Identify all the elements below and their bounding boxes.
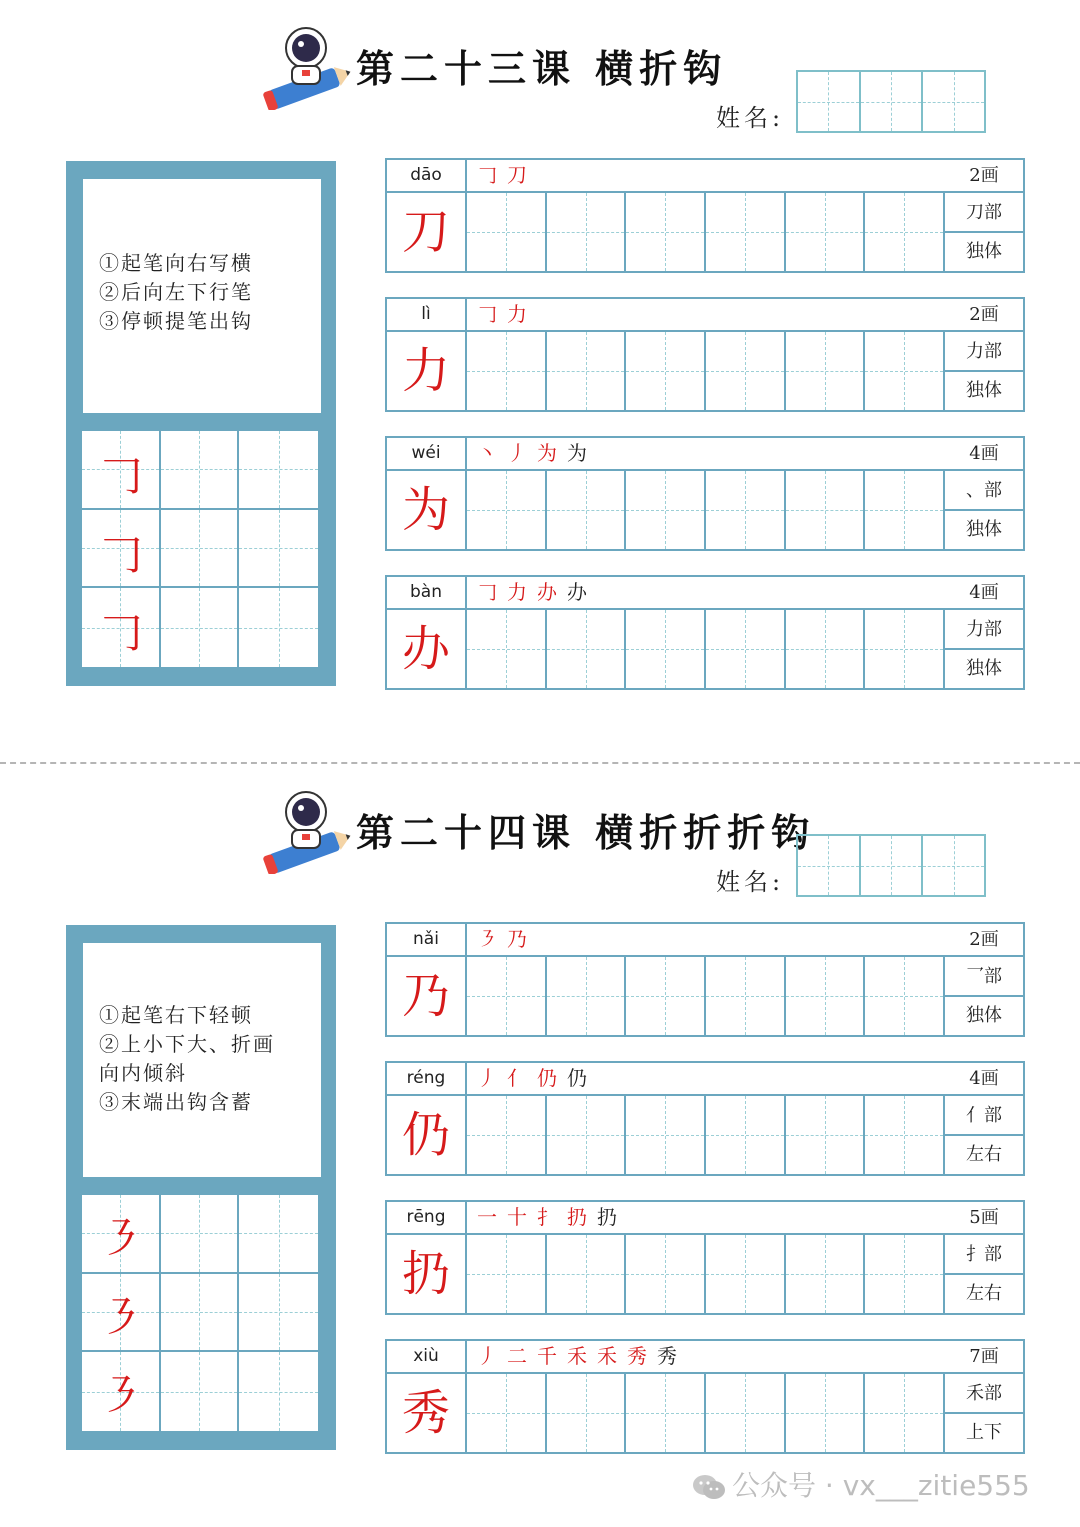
practice-cell[interactable] (82, 588, 161, 667)
astronaut-pencil-icon (256, 20, 356, 110)
stroke-count: 2画 (945, 924, 1023, 957)
pinyin: xiù (387, 1341, 467, 1372)
structure: 独体 (966, 1005, 1002, 1026)
stroke-order-step: 办 (567, 580, 587, 604)
writing-cell[interactable] (547, 193, 627, 271)
model-character: 扔 (387, 1235, 467, 1313)
watermark-text: 公众号 · vx___zitie555 (732, 1469, 1030, 1502)
practice-cell[interactable] (239, 510, 318, 589)
watermark (692, 1464, 1030, 1504)
character-meta (945, 577, 1023, 688)
writing-cells[interactable] (467, 193, 945, 271)
stroke-order (477, 1341, 687, 1372)
practice-cell[interactable] (161, 1195, 240, 1274)
writing-cell[interactable] (706, 1374, 786, 1452)
writing-cell[interactable] (706, 957, 786, 1035)
name-input-boxes[interactable] (796, 834, 986, 897)
stroke-count: 7画 (945, 1341, 1023, 1374)
writing-cells[interactable] (467, 1235, 945, 1313)
structure: 独体 (966, 241, 1002, 262)
practice-cell[interactable] (82, 510, 161, 589)
writing-cell[interactable] (786, 193, 866, 271)
character-info-row (387, 1341, 1023, 1374)
writing-cell[interactable] (626, 193, 706, 271)
writing-cell[interactable] (786, 471, 866, 549)
stroke-order (477, 438, 597, 469)
writing-cell[interactable] (706, 1235, 786, 1313)
pinyin: réng (387, 1063, 467, 1094)
writing-cell[interactable] (786, 332, 866, 410)
stroke-order-step: 为 (567, 441, 587, 465)
stroke-practice-grid[interactable] (80, 1193, 320, 1433)
stroke-order-step: 乃 (507, 927, 527, 951)
practice-cell[interactable] (239, 1274, 318, 1353)
character-info-row (387, 1063, 1023, 1096)
character-meta (945, 160, 1023, 271)
writing-cell[interactable] (626, 610, 706, 688)
stroke-order-step: 力 (507, 580, 527, 604)
stroke-order-step: 𠃌 (477, 302, 497, 326)
name-box[interactable] (861, 72, 924, 131)
stroke-order-step: 丿 (477, 1344, 497, 1368)
writing-cell[interactable] (786, 1374, 866, 1452)
model-character: 仍 (387, 1096, 467, 1174)
writing-cell[interactable] (626, 1374, 706, 1452)
writing-cell[interactable] (467, 1096, 547, 1174)
writing-cell[interactable] (786, 1235, 866, 1313)
tip-line: ①起笔右下轻顿 (99, 1003, 253, 1027)
wechat-icon (692, 1473, 726, 1501)
name-input-boxes[interactable] (796, 70, 986, 133)
stroke-practice-grid[interactable] (80, 429, 320, 669)
stroke-order-step: 秀 (627, 1344, 647, 1368)
stroke-order-step: 力 (507, 302, 527, 326)
writing-cell[interactable] (626, 1235, 706, 1313)
stroke-order-step: 禾 (567, 1344, 587, 1368)
stroke-order-step: 扌 (537, 1205, 557, 1229)
practice-cell[interactable] (239, 431, 318, 510)
writing-cell[interactable] (865, 1374, 945, 1452)
structure: 独体 (966, 519, 1002, 540)
pinyin: lì (387, 299, 467, 330)
stroke-order-step: 一 (477, 1205, 497, 1229)
lesson-23 (0, 0, 1080, 700)
structure: 左右 (966, 1144, 1002, 1165)
writing-cell[interactable] (706, 1096, 786, 1174)
writing-cell[interactable] (865, 193, 945, 271)
writing-cells[interactable] (467, 957, 945, 1035)
stroke-count: 4画 (945, 1063, 1023, 1096)
character-info-row (387, 924, 1023, 957)
writing-cell[interactable] (467, 1374, 547, 1452)
stroke-order (477, 160, 537, 191)
stroke-tip-panel (66, 925, 336, 1450)
name-box[interactable] (798, 72, 861, 131)
pinyin: rēng (387, 1202, 467, 1233)
writing-cell[interactable] (547, 1235, 627, 1313)
character-block (385, 922, 1025, 1037)
stroke-order-step: ㇋ (477, 927, 497, 951)
lesson-24 (0, 764, 1080, 1464)
character-info-row (387, 577, 1023, 610)
writing-cell[interactable] (706, 193, 786, 271)
writing-cell[interactable] (865, 1096, 945, 1174)
character-info-row (387, 1202, 1023, 1235)
stroke-tip-card (83, 943, 321, 1177)
stroke-order-step: 亻 (507, 1066, 527, 1090)
name-label: 姓名: (716, 104, 785, 132)
writing-cell[interactable] (547, 332, 627, 410)
writing-cell[interactable] (467, 471, 547, 549)
stroke-tip-panel (66, 161, 336, 686)
stroke-order-step: 禾 (597, 1344, 617, 1368)
writing-cell[interactable] (547, 471, 627, 549)
stroke-order-step: 𠃌 (477, 580, 497, 604)
tip-line: ③停顿提笔出钩 (99, 309, 253, 333)
character-meta (945, 924, 1023, 1035)
writing-cell[interactable] (467, 1235, 547, 1313)
radical: 力部 (945, 332, 1023, 372)
name-box[interactable] (861, 836, 924, 895)
practice-cell[interactable] (239, 1352, 318, 1431)
model-character: 为 (387, 471, 467, 549)
radical: 扌部 (945, 1235, 1023, 1275)
writing-cells[interactable] (467, 1374, 945, 1452)
practice-cell[interactable] (239, 1195, 318, 1274)
writing-cell[interactable] (467, 193, 547, 271)
character-meta (945, 299, 1023, 410)
character-block (385, 1061, 1025, 1176)
stroke-sample: 𠃌 (98, 450, 143, 501)
structure: 左右 (966, 1283, 1002, 1304)
stroke-order-step: 千 (537, 1344, 557, 1368)
stroke-order-step: 秀 (657, 1344, 677, 1368)
practice-cell[interactable] (161, 1352, 240, 1431)
stroke-order-step: 𠃌 (477, 163, 497, 187)
radical: 乛部 (945, 957, 1023, 997)
stroke-order-step: 十 (507, 1205, 527, 1229)
character-block (385, 436, 1025, 551)
writing-cell[interactable] (547, 1096, 627, 1174)
character-block (385, 1339, 1025, 1454)
practice-cell[interactable] (161, 588, 240, 667)
lesson-title: 第二十四课 横折折折钩 (356, 810, 816, 855)
radical: 刀部 (945, 193, 1023, 233)
character-meta (945, 438, 1023, 549)
practice-cell[interactable] (82, 431, 161, 510)
stroke-order-step: 丿 (477, 1066, 497, 1090)
character-info-row (387, 160, 1023, 193)
character-meta (945, 1063, 1023, 1174)
model-character: 办 (387, 610, 467, 688)
stroke-order-step: 办 (537, 580, 557, 604)
pinyin: wéi (387, 438, 467, 469)
character-block (385, 297, 1025, 412)
stroke-tip-card (83, 179, 321, 413)
stroke-order (477, 924, 537, 955)
tip-line: ①起笔向右写横 (99, 251, 253, 275)
writing-cells[interactable] (467, 332, 945, 410)
stroke-count: 5画 (945, 1202, 1023, 1235)
model-character: 秀 (387, 1374, 467, 1452)
name-box[interactable] (798, 836, 861, 895)
stroke-order (477, 577, 597, 608)
writing-cells[interactable] (467, 1096, 945, 1174)
writing-cell[interactable] (467, 610, 547, 688)
stroke-order-step: 仍 (567, 1066, 587, 1090)
stroke-order-step: 扔 (567, 1205, 587, 1229)
structure: 上下 (966, 1422, 1002, 1443)
character-info-row (387, 299, 1023, 332)
practice-cell[interactable] (161, 1274, 240, 1353)
character-meta (945, 1341, 1023, 1452)
name-label: 姓名: (716, 868, 785, 896)
writing-cell[interactable] (547, 957, 627, 1035)
structure: 独体 (966, 380, 1002, 401)
radical: 亻部 (945, 1096, 1023, 1136)
stroke-count: 4画 (945, 577, 1023, 610)
character-block (385, 575, 1025, 690)
stroke-sample: ㇋ (98, 1292, 143, 1344)
writing-cell[interactable] (547, 610, 627, 688)
model-character: 乃 (387, 957, 467, 1035)
character-meta (945, 1202, 1023, 1313)
radical: 力部 (945, 610, 1023, 650)
tip-line: ③末端出钩含蓄 (99, 1090, 253, 1114)
model-character: 力 (387, 332, 467, 410)
writing-cell[interactable] (467, 332, 547, 410)
pinyin: nǎi (387, 924, 467, 955)
writing-cell[interactable] (626, 332, 706, 410)
writing-cell[interactable] (865, 610, 945, 688)
structure: 独体 (966, 658, 1002, 679)
stroke-order-step: 扔 (597, 1205, 617, 1229)
practice-cell[interactable] (239, 588, 318, 667)
writing-cell[interactable] (786, 610, 866, 688)
stroke-sample: ㇋ (98, 1371, 143, 1423)
writing-cell[interactable] (626, 471, 706, 549)
writing-cell[interactable] (865, 332, 945, 410)
stroke-sample: 𠃌 (98, 528, 143, 580)
pinyin: dāo (387, 160, 467, 191)
writing-cells[interactable] (467, 610, 945, 688)
tip-line: ②后向左下行笔 (99, 280, 253, 304)
stroke-order (477, 299, 537, 330)
name-box[interactable] (923, 836, 984, 895)
stroke-order-step: 刀 (507, 163, 527, 187)
stroke-order (477, 1202, 627, 1233)
writing-cell[interactable] (865, 471, 945, 549)
pinyin: bàn (387, 577, 467, 608)
character-info-row (387, 438, 1023, 471)
stroke-order-step: 为 (537, 441, 557, 465)
stroke-sample: 𠃌 (98, 607, 143, 659)
writing-cells[interactable] (467, 471, 945, 549)
writing-cell[interactable] (786, 957, 866, 1035)
writing-cell[interactable] (865, 1235, 945, 1313)
stroke-order-step: 丿 (507, 441, 527, 465)
stroke-order-step: 丶 (477, 441, 497, 465)
tip-line: ②上小下大、折画 (99, 1032, 275, 1056)
name-box[interactable] (923, 72, 984, 131)
writing-cell[interactable] (547, 1374, 627, 1452)
writing-cell[interactable] (467, 957, 547, 1035)
stroke-order-step: 仍 (537, 1066, 557, 1090)
stroke-count: 2画 (945, 299, 1023, 332)
writing-cell[interactable] (786, 1096, 866, 1174)
character-block (385, 1200, 1025, 1315)
character-block (385, 158, 1025, 273)
writing-cell[interactable] (706, 471, 786, 549)
stroke-count: 4画 (945, 438, 1023, 471)
stroke-order-step: 二 (507, 1344, 527, 1368)
practice-cell[interactable] (82, 1352, 161, 1431)
writing-cell[interactable] (706, 332, 786, 410)
writing-cell[interactable] (626, 1096, 706, 1174)
practice-cell[interactable] (82, 1274, 161, 1353)
writing-cell[interactable] (626, 957, 706, 1035)
stroke-order (477, 1063, 597, 1094)
radical: 、部 (945, 471, 1023, 511)
stroke-sample: ㇋ (98, 1214, 143, 1265)
model-character: 刀 (387, 193, 467, 271)
lesson-title: 第二十三课 横折钩 (356, 46, 728, 91)
practice-cell[interactable] (161, 510, 240, 589)
writing-cell[interactable] (706, 610, 786, 688)
practice-cell[interactable] (161, 431, 240, 510)
radical: 禾部 (945, 1374, 1023, 1414)
practice-cell[interactable] (82, 1195, 161, 1274)
stroke-count: 2画 (945, 160, 1023, 193)
astronaut-pencil-icon (256, 784, 356, 874)
writing-cell[interactable] (865, 957, 945, 1035)
tip-line: 向内倾斜 (99, 1061, 187, 1085)
